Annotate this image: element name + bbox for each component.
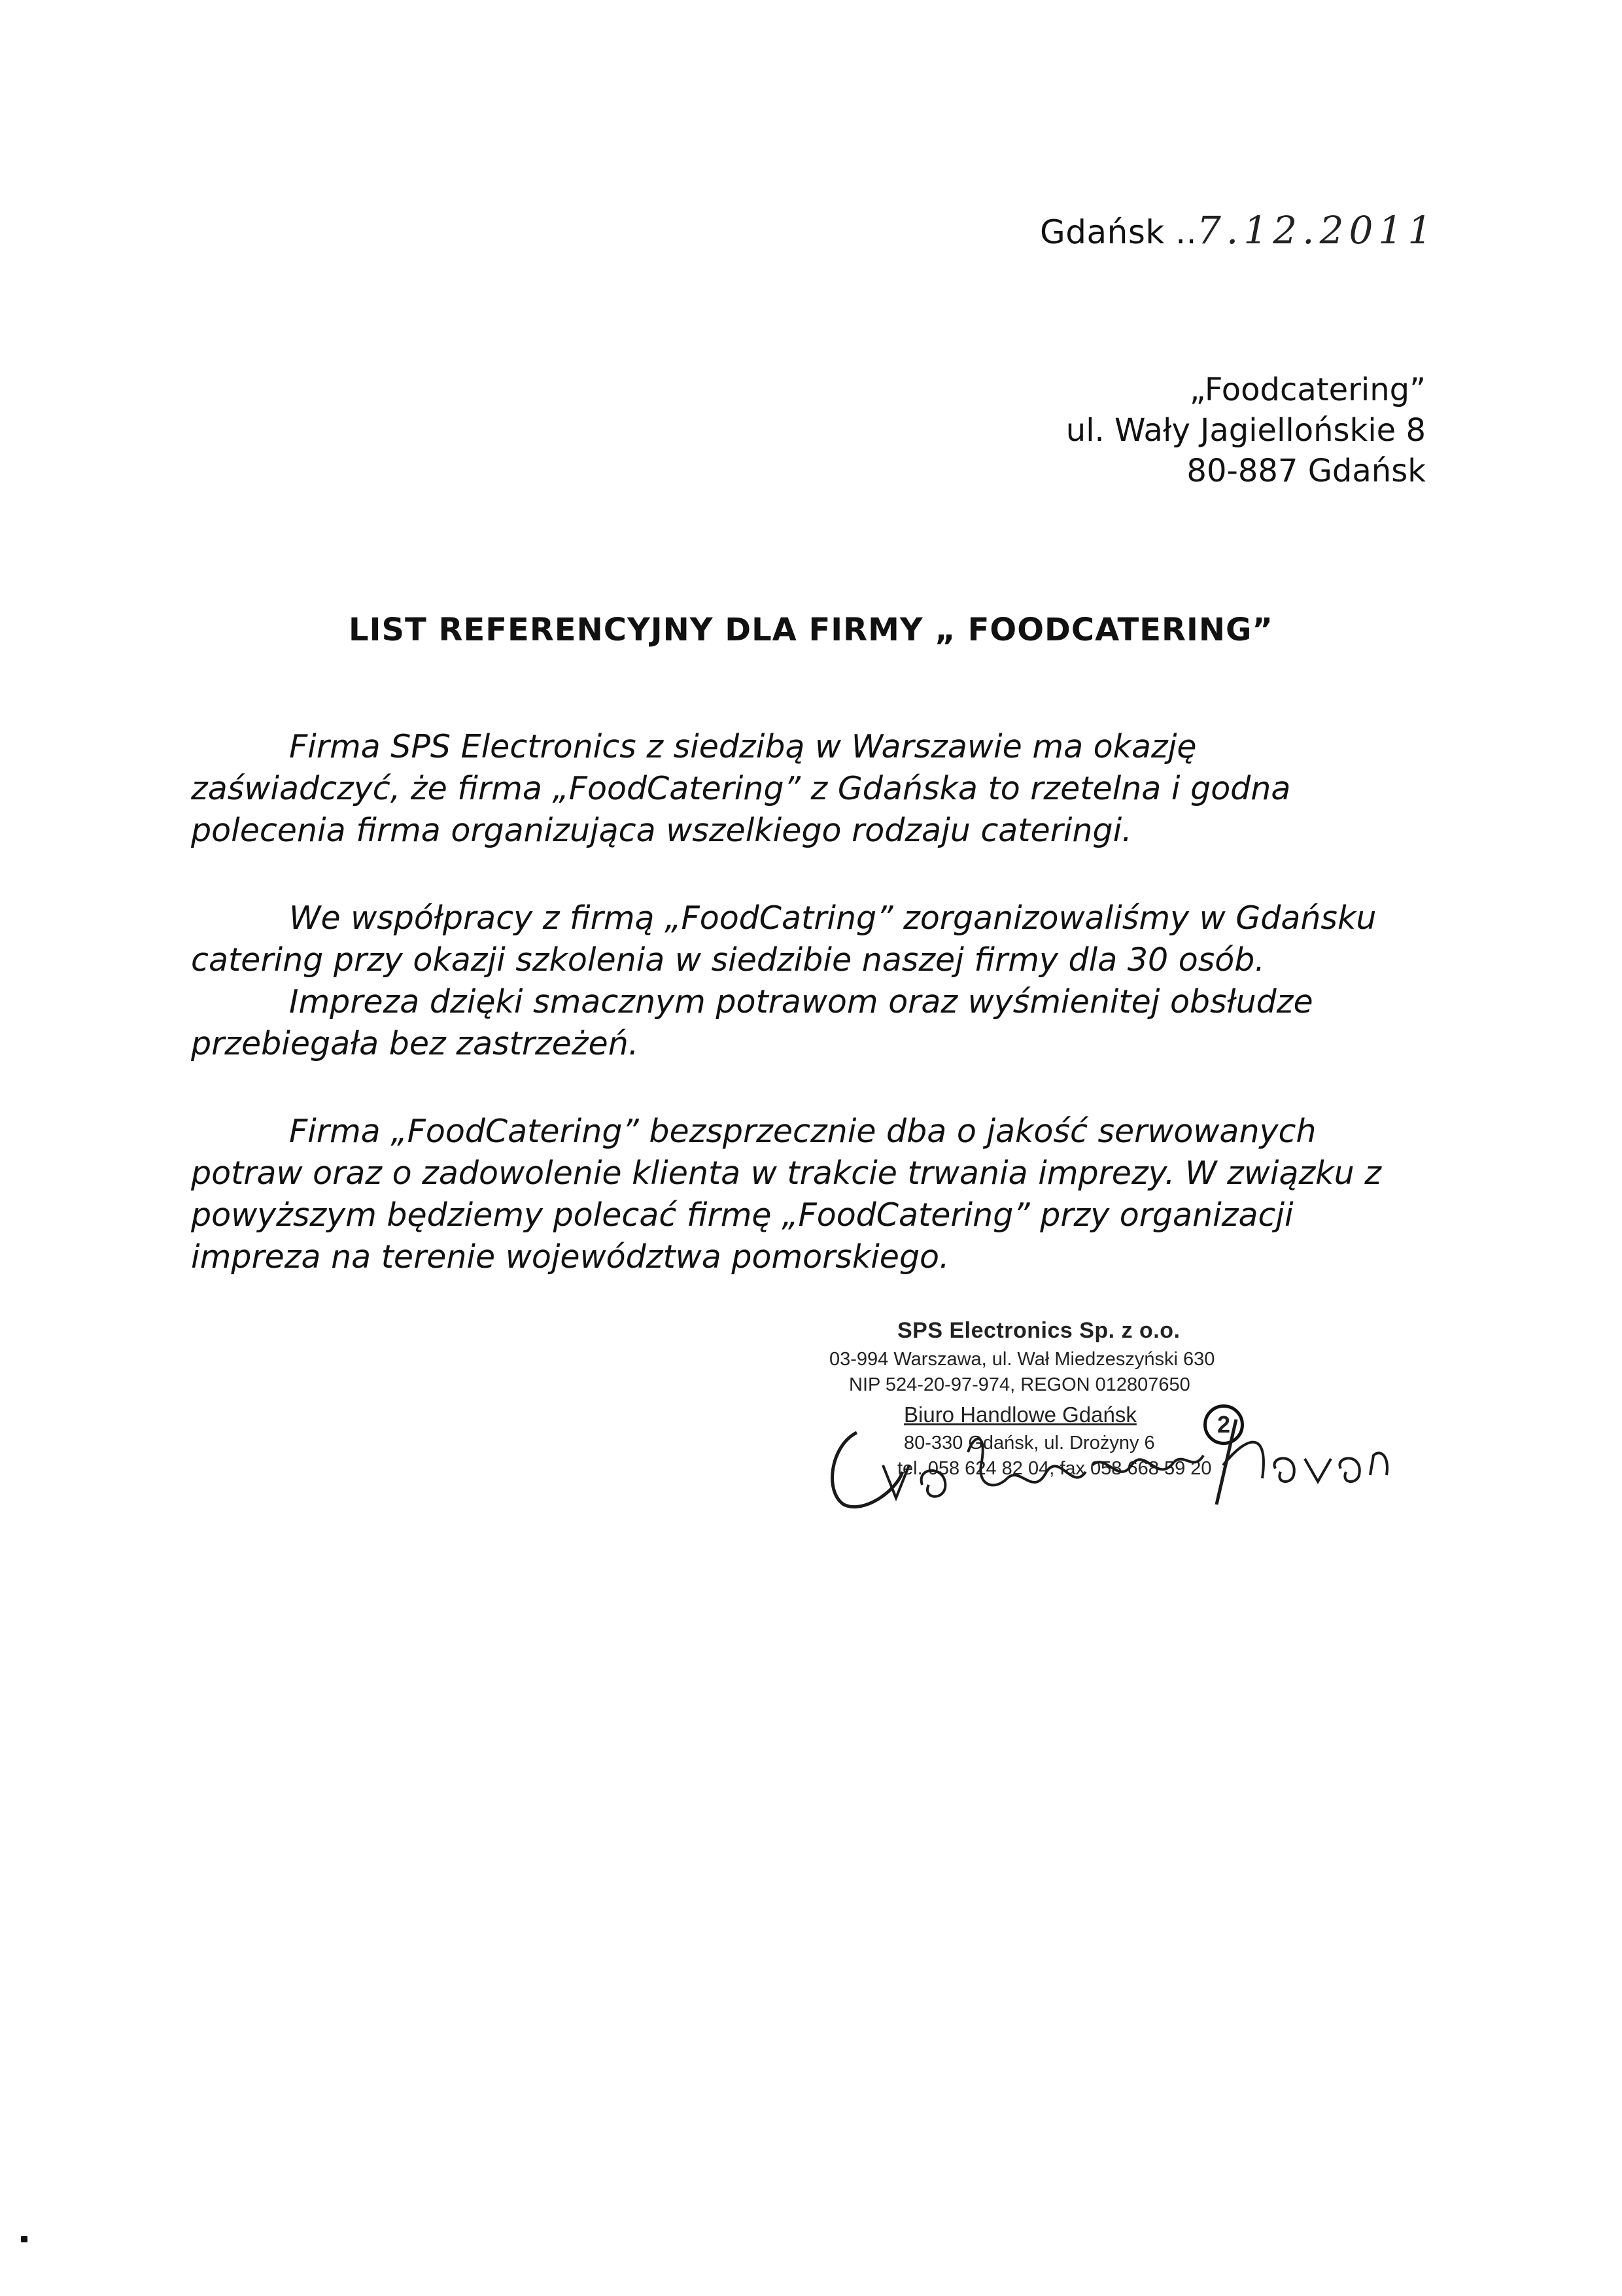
letter-body xyxy=(191,726,1434,1324)
stamp-office: Biuro Handlowe Gdańsk xyxy=(904,1402,1137,1427)
paragraph-line: polecenia firma organizująca wszelkiego rodzaju cateringi. xyxy=(191,812,1132,849)
stamp-address: 03-994 Warszawa, ul. Wał Miedzeszyński 630 xyxy=(829,1349,1215,1370)
handwritten-date: 7.12.2011 xyxy=(1197,208,1438,252)
stamp-office-address: 80-330 Gdańsk, ul. Drożyny 6 xyxy=(904,1433,1155,1453)
paragraph-line: catering przy okazji szkolenia w siedzibie naszej firmy dla 30 osób. xyxy=(191,941,1265,979)
stamp-company: SPS Electronics Sp. z o.o. xyxy=(897,1318,1181,1343)
paragraph-line: zaświadczyć, że firma „FoodCatering” z Gdańska to rzetelna i godna xyxy=(191,770,1291,807)
recipient-name: „Foodcatering” xyxy=(1189,372,1426,408)
paragraph-line: przebiegała bez zastrzeżeń. xyxy=(191,1025,639,1062)
recipient-city: 80-887 Gdańsk xyxy=(1186,453,1426,489)
paragraph-line: powyższym będziemy polecać firmę „FoodCatering” przy organizacji xyxy=(191,1196,1294,1234)
handwritten-signature xyxy=(818,1393,1406,1524)
stamp-badge: 2 xyxy=(1203,1404,1244,1445)
paragraph-1 xyxy=(191,726,1434,852)
date-dots: .. xyxy=(1175,213,1198,251)
paragraph-line: Impreza dzięki smacznym potrawom oraz wyśmienitej obsłudze xyxy=(289,983,1313,1020)
date-place: Gdańsk xyxy=(1040,213,1165,251)
date-line xyxy=(1040,208,1437,252)
paragraph-3 xyxy=(191,1111,1434,1278)
paragraph-line: We współpracy z firmą „FoodCatring” zorganizowaliśmy w Gdańsku xyxy=(289,899,1377,937)
recipient-street: ul. Wały Jagiellońskie 8 xyxy=(1065,412,1426,449)
paragraph-line: impreza na terenie województwa pomorskiego. xyxy=(191,1238,950,1276)
scan-speck xyxy=(21,2236,27,2242)
recipient-address xyxy=(1066,370,1426,491)
letter-title: LIST REFERENCYJNY DLA FIRMY „ FOODCATERING” xyxy=(349,612,1273,648)
paragraph-line: Firma „FoodCatering” bezsprzecznie dba o jakość serwowanych xyxy=(289,1113,1317,1150)
stamp-phone: tel. 058 624 82 04, fax 058 668 59 20 xyxy=(897,1458,1212,1479)
paragraph-line: potraw oraz o zadowolenie klienta w trakcie trwania imprezy. W związku z xyxy=(191,1155,1381,1192)
paragraph-2 xyxy=(191,897,1434,1065)
stamp-ids: NIP 524-20-97-974, REGON 012807650 xyxy=(849,1374,1190,1395)
paragraph-line: Firma SPS Electronics z siedzibą w Warszawie ma okazję xyxy=(289,728,1197,765)
